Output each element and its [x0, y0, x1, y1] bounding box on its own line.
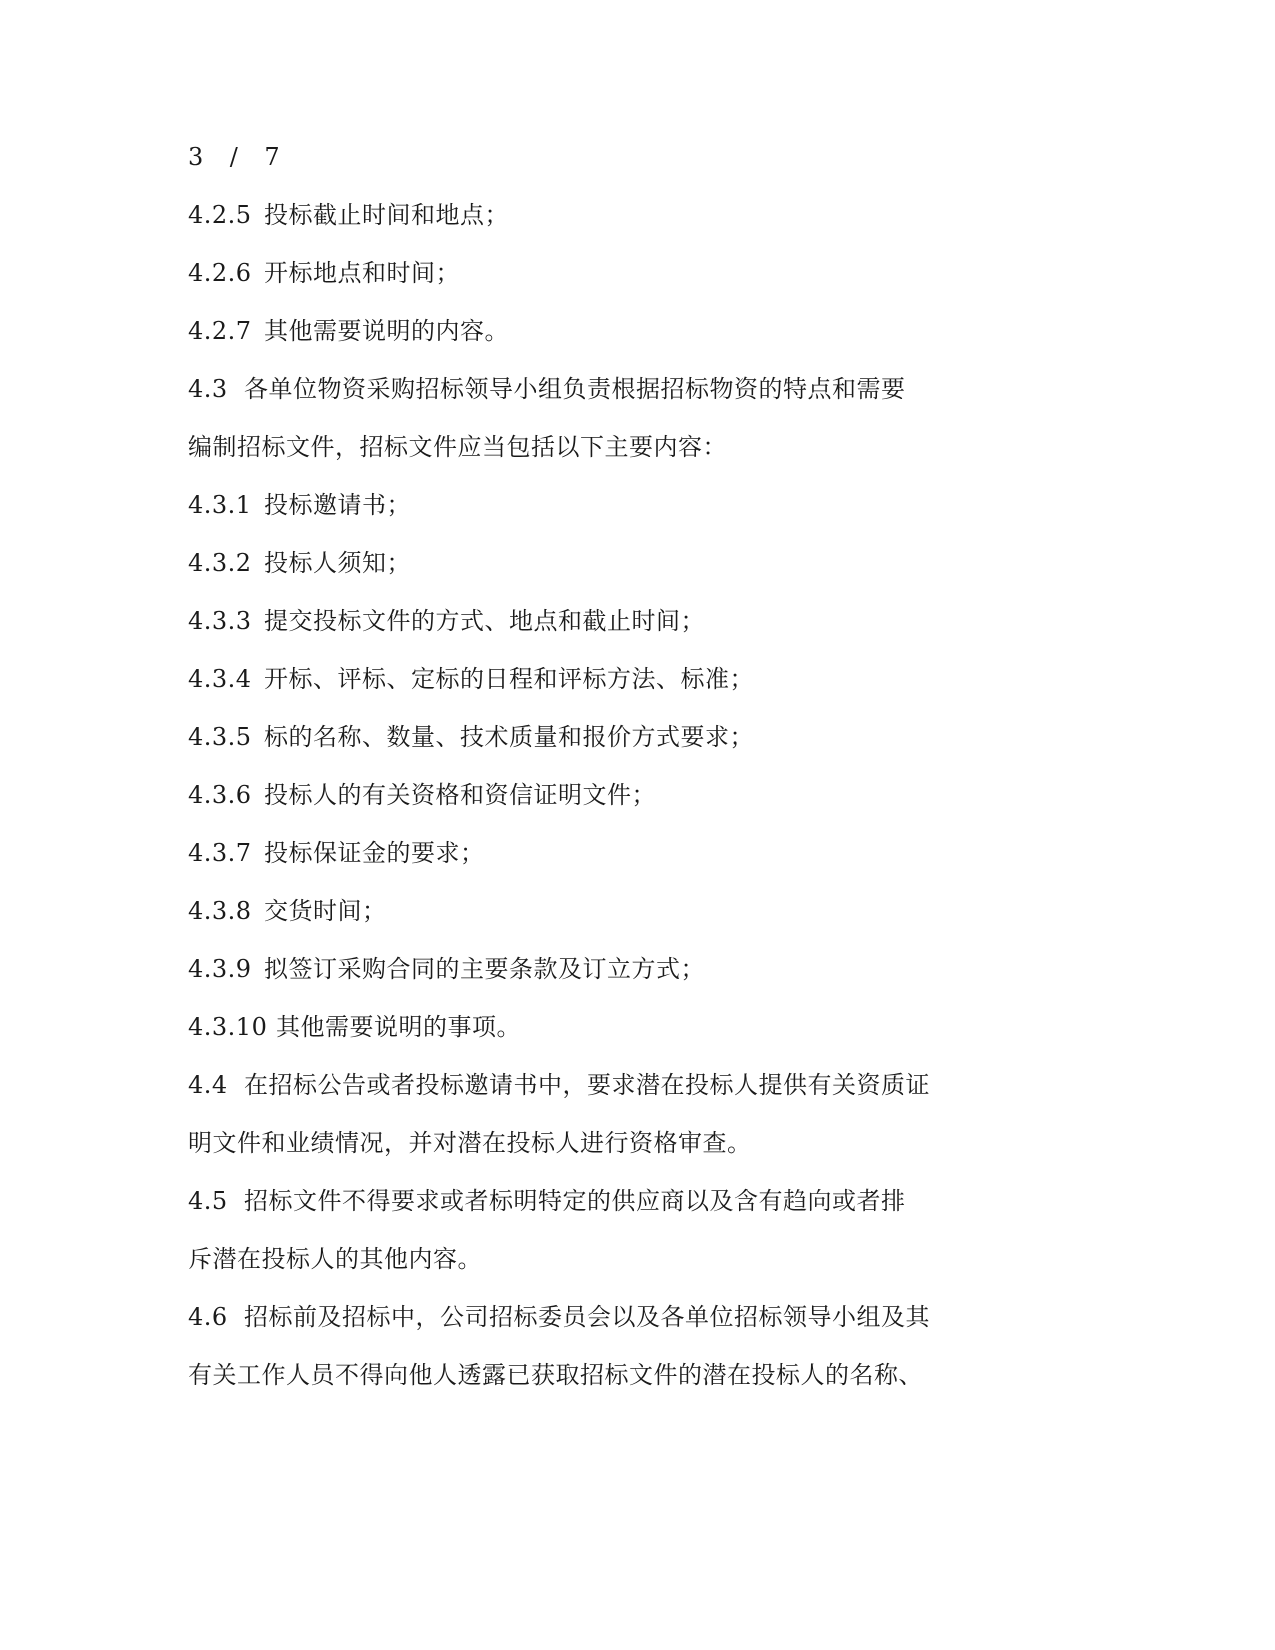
list-item — [188, 780, 656, 810]
clause-text: 斥潜在投标人的其他内容。 — [188, 1245, 482, 1273]
list-item — [188, 896, 387, 926]
clause-text: 拟签订采购合同的主要条款及订立方式； — [264, 955, 705, 983]
clause-number: 4.3.1 — [188, 491, 252, 519]
list-item — [188, 548, 411, 578]
clause-number: 4.4 — [188, 1071, 228, 1099]
paragraph-continuation — [188, 1128, 752, 1158]
clause-number: 4.5 — [188, 1187, 228, 1215]
page-current: 3 — [188, 143, 204, 171]
clause-number: 4.3.3 — [188, 607, 252, 635]
paragraph-continuation — [188, 1360, 923, 1390]
list-item — [188, 1070, 930, 1100]
list-item — [188, 1012, 521, 1042]
list-item — [188, 722, 754, 752]
list-item — [188, 258, 460, 288]
clause-text: 招标文件不得要求或者标明特定的供应商以及含有趋向或者排 — [244, 1187, 906, 1215]
clause-number: 4.3.8 — [188, 897, 252, 925]
clause-text: 招标前及招标中，公司招标委员会以及各单位招标领导小组及其 — [244, 1303, 930, 1331]
list-item — [188, 1186, 906, 1216]
clause-number: 4.6 — [188, 1303, 228, 1331]
clause-text: 标的名称、数量、技术质量和报价方式要求； — [264, 723, 754, 751]
page-separator: / — [229, 143, 239, 171]
paragraph-continuation — [188, 1244, 482, 1274]
list-item — [188, 490, 411, 520]
clause-text: 交货时间； — [264, 897, 387, 925]
clause-text: 各单位物资采购招标领导小组负责根据招标物资的特点和需要 — [244, 375, 906, 403]
list-item — [188, 606, 705, 636]
clause-text: 投标人的有关资格和资信证明文件； — [264, 781, 656, 809]
clause-number: 4.3.10 — [188, 1013, 268, 1041]
clause-text: 开标、评标、定标的日程和评标方法、标准； — [264, 665, 754, 693]
page-total: 7 — [264, 143, 281, 171]
list-item — [188, 316, 509, 346]
list-item — [188, 664, 754, 694]
clause-text: 明文件和业绩情况，并对潜在投标人进行资格审查。 — [188, 1129, 752, 1157]
clause-text: 其他需要说明的事项。 — [276, 1013, 521, 1041]
clause-text: 投标人须知； — [264, 549, 411, 577]
clause-number: 4.2.6 — [188, 259, 252, 287]
clause-text: 在招标公告或者投标邀请书中，要求潜在投标人提供有关资质证 — [244, 1071, 930, 1099]
clause-number: 4.3.7 — [188, 839, 252, 867]
clause-text: 投标截止时间和地点； — [264, 201, 509, 229]
clause-text: 编制招标文件，招标文件应当包括以下主要内容： — [188, 433, 727, 461]
clause-number: 4.3.5 — [188, 723, 252, 751]
paragraph-continuation — [188, 432, 727, 462]
clause-number: 4.3.6 — [188, 781, 252, 809]
list-item — [188, 954, 705, 984]
list-item — [188, 1302, 930, 1332]
clause-number: 4.2.7 — [188, 317, 252, 345]
clause-text: 开标地点和时间； — [264, 259, 460, 287]
clause-number: 4.3.2 — [188, 549, 252, 577]
clause-text: 其他需要说明的内容。 — [264, 317, 509, 345]
clause-text: 有关工作人员不得向他人透露已获取招标文件的潜在投标人的名称、 — [188, 1361, 923, 1389]
list-item — [188, 200, 509, 230]
clause-text: 投标保证金的要求； — [264, 839, 485, 867]
clause-text: 提交投标文件的方式、地点和截止时间； — [264, 607, 705, 635]
clause-number: 4.3.4 — [188, 665, 252, 693]
page-number — [188, 142, 280, 172]
clause-number: 4.3.9 — [188, 955, 252, 983]
clause-text: 投标邀请书； — [264, 491, 411, 519]
clause-number: 4.2.5 — [188, 201, 252, 229]
clause-number: 4.3 — [188, 375, 228, 403]
list-item — [188, 374, 906, 404]
list-item — [188, 838, 485, 868]
